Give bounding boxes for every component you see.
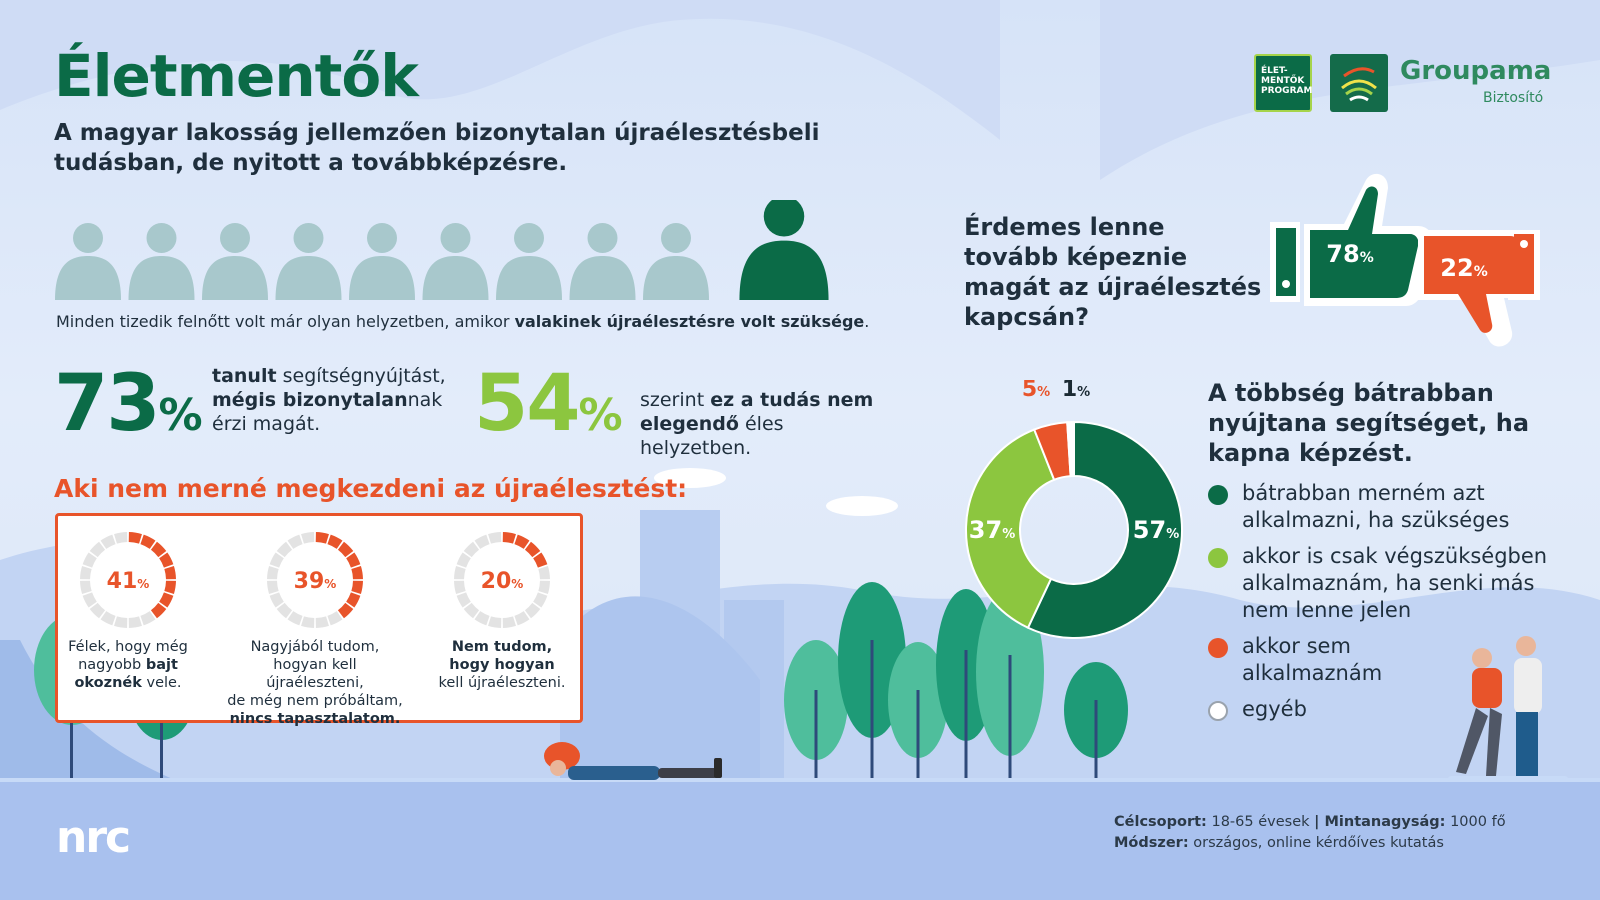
donut-segment-filled xyxy=(338,542,353,557)
legend-item-bravely xyxy=(1208,480,1588,534)
legend-dot xyxy=(1208,638,1228,658)
donut-segment-empty xyxy=(90,603,105,618)
fear-donut-value: 41% xyxy=(106,569,150,594)
stat-text: éles helyzetben. xyxy=(640,413,784,459)
caption-text: . xyxy=(864,312,870,331)
cloud xyxy=(826,496,898,516)
stat-bold-text: ez a tudás nem xyxy=(710,389,874,411)
stat-bold-text: mégis bizonytalan xyxy=(212,389,408,411)
donut-value-label: 1% xyxy=(1061,380,1091,402)
donut-segment-empty xyxy=(464,542,479,557)
majority-title: A többség bátrabban nyújtana segítséget, ha kapna képzést. xyxy=(1208,379,1530,467)
person-icon xyxy=(423,223,489,300)
donut-segment-empty xyxy=(267,581,279,594)
donut-segment-filled xyxy=(351,566,363,579)
stat-73-number xyxy=(54,359,203,456)
donut-value-label: 5% xyxy=(1021,380,1051,402)
donut-value-label: 37% xyxy=(968,516,1016,544)
stat-54-number xyxy=(474,359,623,456)
legend-dot xyxy=(1208,701,1228,721)
nrc-logo: nrc xyxy=(56,812,130,863)
donut-segment-empty xyxy=(277,542,292,557)
donut-segment-empty xyxy=(464,603,479,618)
groupama-brand-name: Groupama xyxy=(1400,56,1552,86)
donut-segment-empty xyxy=(129,616,142,628)
legend-text: akkor is csak végszükségben xyxy=(1242,544,1548,568)
donut-segment-empty xyxy=(538,581,550,594)
donut-segment-empty xyxy=(503,616,516,628)
donut-segment-empty xyxy=(488,616,501,628)
donut-segment-empty xyxy=(90,542,105,557)
donut-segment-empty xyxy=(316,616,329,628)
people-icon-row xyxy=(54,200,844,302)
caption-bold-text: valakinek újraélesztésre volt szüksége xyxy=(514,312,865,331)
donut-segment-empty xyxy=(277,603,292,618)
legend-item-other xyxy=(1208,696,1588,723)
footnote-value: 1000 fő xyxy=(1445,814,1506,830)
thumb-up-value-label: 78% xyxy=(1326,240,1374,268)
footnote-label: Mintanagyság: xyxy=(1324,814,1446,830)
stat-54-text xyxy=(640,388,900,460)
thumb-down-icon xyxy=(1418,230,1540,347)
donut-segment-empty xyxy=(114,616,127,628)
fear-donut-value: 20% xyxy=(480,569,524,594)
footnote-label: Módszer: xyxy=(1114,835,1189,851)
person-icon xyxy=(202,223,268,300)
donut-segment-empty xyxy=(267,566,279,579)
page-subtitle: A magyar lakosság jellemzően bizonytalan újraélesztésbeli tudásban, de nyitott a továbbképzésre. xyxy=(54,120,820,176)
donut-segment-filled xyxy=(151,603,166,618)
person-icon xyxy=(570,223,636,300)
people-caption xyxy=(56,312,869,331)
caption-line: de még nem próbáltam, xyxy=(227,693,403,709)
fear-card xyxy=(55,513,583,727)
fear-donut-20 xyxy=(452,530,552,630)
footnote-value: 18-65 évesek xyxy=(1206,814,1315,830)
logo-line: PROGRAM xyxy=(1261,86,1313,96)
donut-segment-filled xyxy=(525,542,540,557)
caption-bold: bajt xyxy=(145,657,178,673)
caption-text: Minden tizedik felnőtt volt már olyan helyzetben, amikor xyxy=(56,312,515,331)
logo-line: MENTŐK xyxy=(1261,76,1305,86)
donut-segment-empty xyxy=(80,581,92,594)
caption-line: Félek, hogy még xyxy=(68,639,188,655)
person-icon xyxy=(55,223,121,300)
stat-unit: % xyxy=(578,390,623,441)
donut-segment-filled xyxy=(164,566,176,579)
donut-segment-empty xyxy=(301,532,314,544)
stat-text: nak xyxy=(407,389,443,411)
footnote-label: Célcsoport: xyxy=(1114,814,1207,830)
fear-section-title: Aki nem merné megkezdeni az újraélesztést: xyxy=(54,474,688,503)
fear-caption-20 xyxy=(413,638,591,692)
caption-line: nagyobb xyxy=(78,657,146,673)
legend-dot xyxy=(1208,548,1228,568)
caption-bold: Nem tudom, xyxy=(451,639,553,655)
donut-segment-empty xyxy=(538,566,550,579)
donut-segment-filled xyxy=(164,581,176,594)
person-icon-highlighted xyxy=(739,200,828,300)
donut-segment-empty xyxy=(301,616,314,628)
person-icon xyxy=(643,223,709,300)
tree-trunk xyxy=(160,720,163,782)
donut-segment-empty xyxy=(454,581,466,594)
donut-segment-empty xyxy=(80,566,92,579)
person-icon xyxy=(349,223,415,300)
donut-segment-filled xyxy=(129,532,142,544)
caption-bold: hogy hogyan xyxy=(449,657,555,673)
person-icon xyxy=(276,223,342,300)
legend-text: alkalmaznám xyxy=(1242,661,1383,685)
eletmentok-program-logo xyxy=(1254,54,1312,112)
caption-bold: nincs tapasztalatom. xyxy=(229,711,401,727)
legend-text: egyéb xyxy=(1242,697,1307,721)
donut-segment-filled xyxy=(503,532,516,544)
groupama-brand-subtitle: Biztosító xyxy=(1483,90,1544,106)
legend-dot xyxy=(1208,485,1228,505)
donut-segment-empty xyxy=(525,603,540,618)
caption-line: vele. xyxy=(141,675,182,691)
fear-donut-value: 39% xyxy=(293,569,337,594)
fear-donut-39 xyxy=(265,530,365,630)
stat-unit: % xyxy=(158,390,203,441)
stat-value: 73 xyxy=(54,359,159,449)
legend-item-emergency-only xyxy=(1208,543,1588,624)
unconscious-person-illustration xyxy=(528,740,738,790)
donut-value-label: 57% xyxy=(1132,516,1180,544)
legend-text: alkalmazni, ha szükséges xyxy=(1242,508,1510,532)
stat-73-text xyxy=(212,364,452,436)
caption-line: Nagyjából tudom, xyxy=(250,639,380,655)
caption-line: hogyan kell újraéleszteni, xyxy=(266,657,364,691)
survey-footnote xyxy=(1114,812,1506,854)
page-title: Életmentők xyxy=(54,42,418,110)
legend-text: akkor sem xyxy=(1242,634,1351,658)
training-question: Érdemes lenne tovább képeznie magát az újraélesztés kapcsán? xyxy=(964,213,1262,331)
stat-bold-text: elegendő xyxy=(640,413,739,435)
stat-text: segítségnyújtást, xyxy=(276,365,446,387)
thumb-down-value-label: 22% xyxy=(1440,254,1488,282)
majority-legend xyxy=(1208,480,1588,732)
donut-segment-empty xyxy=(454,566,466,579)
caption-line: kell újraéleszteni. xyxy=(438,675,566,691)
caption-bold: okoznék xyxy=(74,675,142,691)
stat-bold-text: tanult xyxy=(212,365,277,387)
legend-text: nem lenne jelen xyxy=(1242,598,1412,622)
donut-segment-filled xyxy=(316,532,329,544)
footnote-separator: | xyxy=(1314,814,1325,830)
groupama-logo-mark xyxy=(1330,54,1388,112)
logo-line: ÉLET- xyxy=(1261,66,1288,76)
legend-text: alkalmaznám, ha senki más xyxy=(1242,571,1535,595)
footnote-value: országos, online kérdőíves kutatás xyxy=(1188,835,1444,851)
donut-segment-filled xyxy=(338,603,353,618)
legend-item-never xyxy=(1208,633,1588,687)
donut-segment-empty xyxy=(488,532,501,544)
thumbs-chart xyxy=(1268,170,1558,350)
person-icon xyxy=(496,223,562,300)
fear-caption-39 xyxy=(226,638,404,728)
fear-donut-41 xyxy=(78,530,178,630)
legend-text: bátrabban merném azt xyxy=(1242,481,1485,505)
stat-text: érzi magát. xyxy=(212,413,321,435)
person-icon xyxy=(129,223,195,300)
groupama-emblem-icon xyxy=(1330,54,1388,112)
donut-segment-empty xyxy=(114,532,127,544)
stat-value: 54 xyxy=(474,359,579,449)
majority-donut-chart xyxy=(960,380,1200,640)
stat-text: szerint xyxy=(640,389,711,411)
donut-segment-filled xyxy=(151,542,166,557)
fear-caption-41 xyxy=(39,638,217,692)
donut-segment-filled xyxy=(351,581,363,594)
